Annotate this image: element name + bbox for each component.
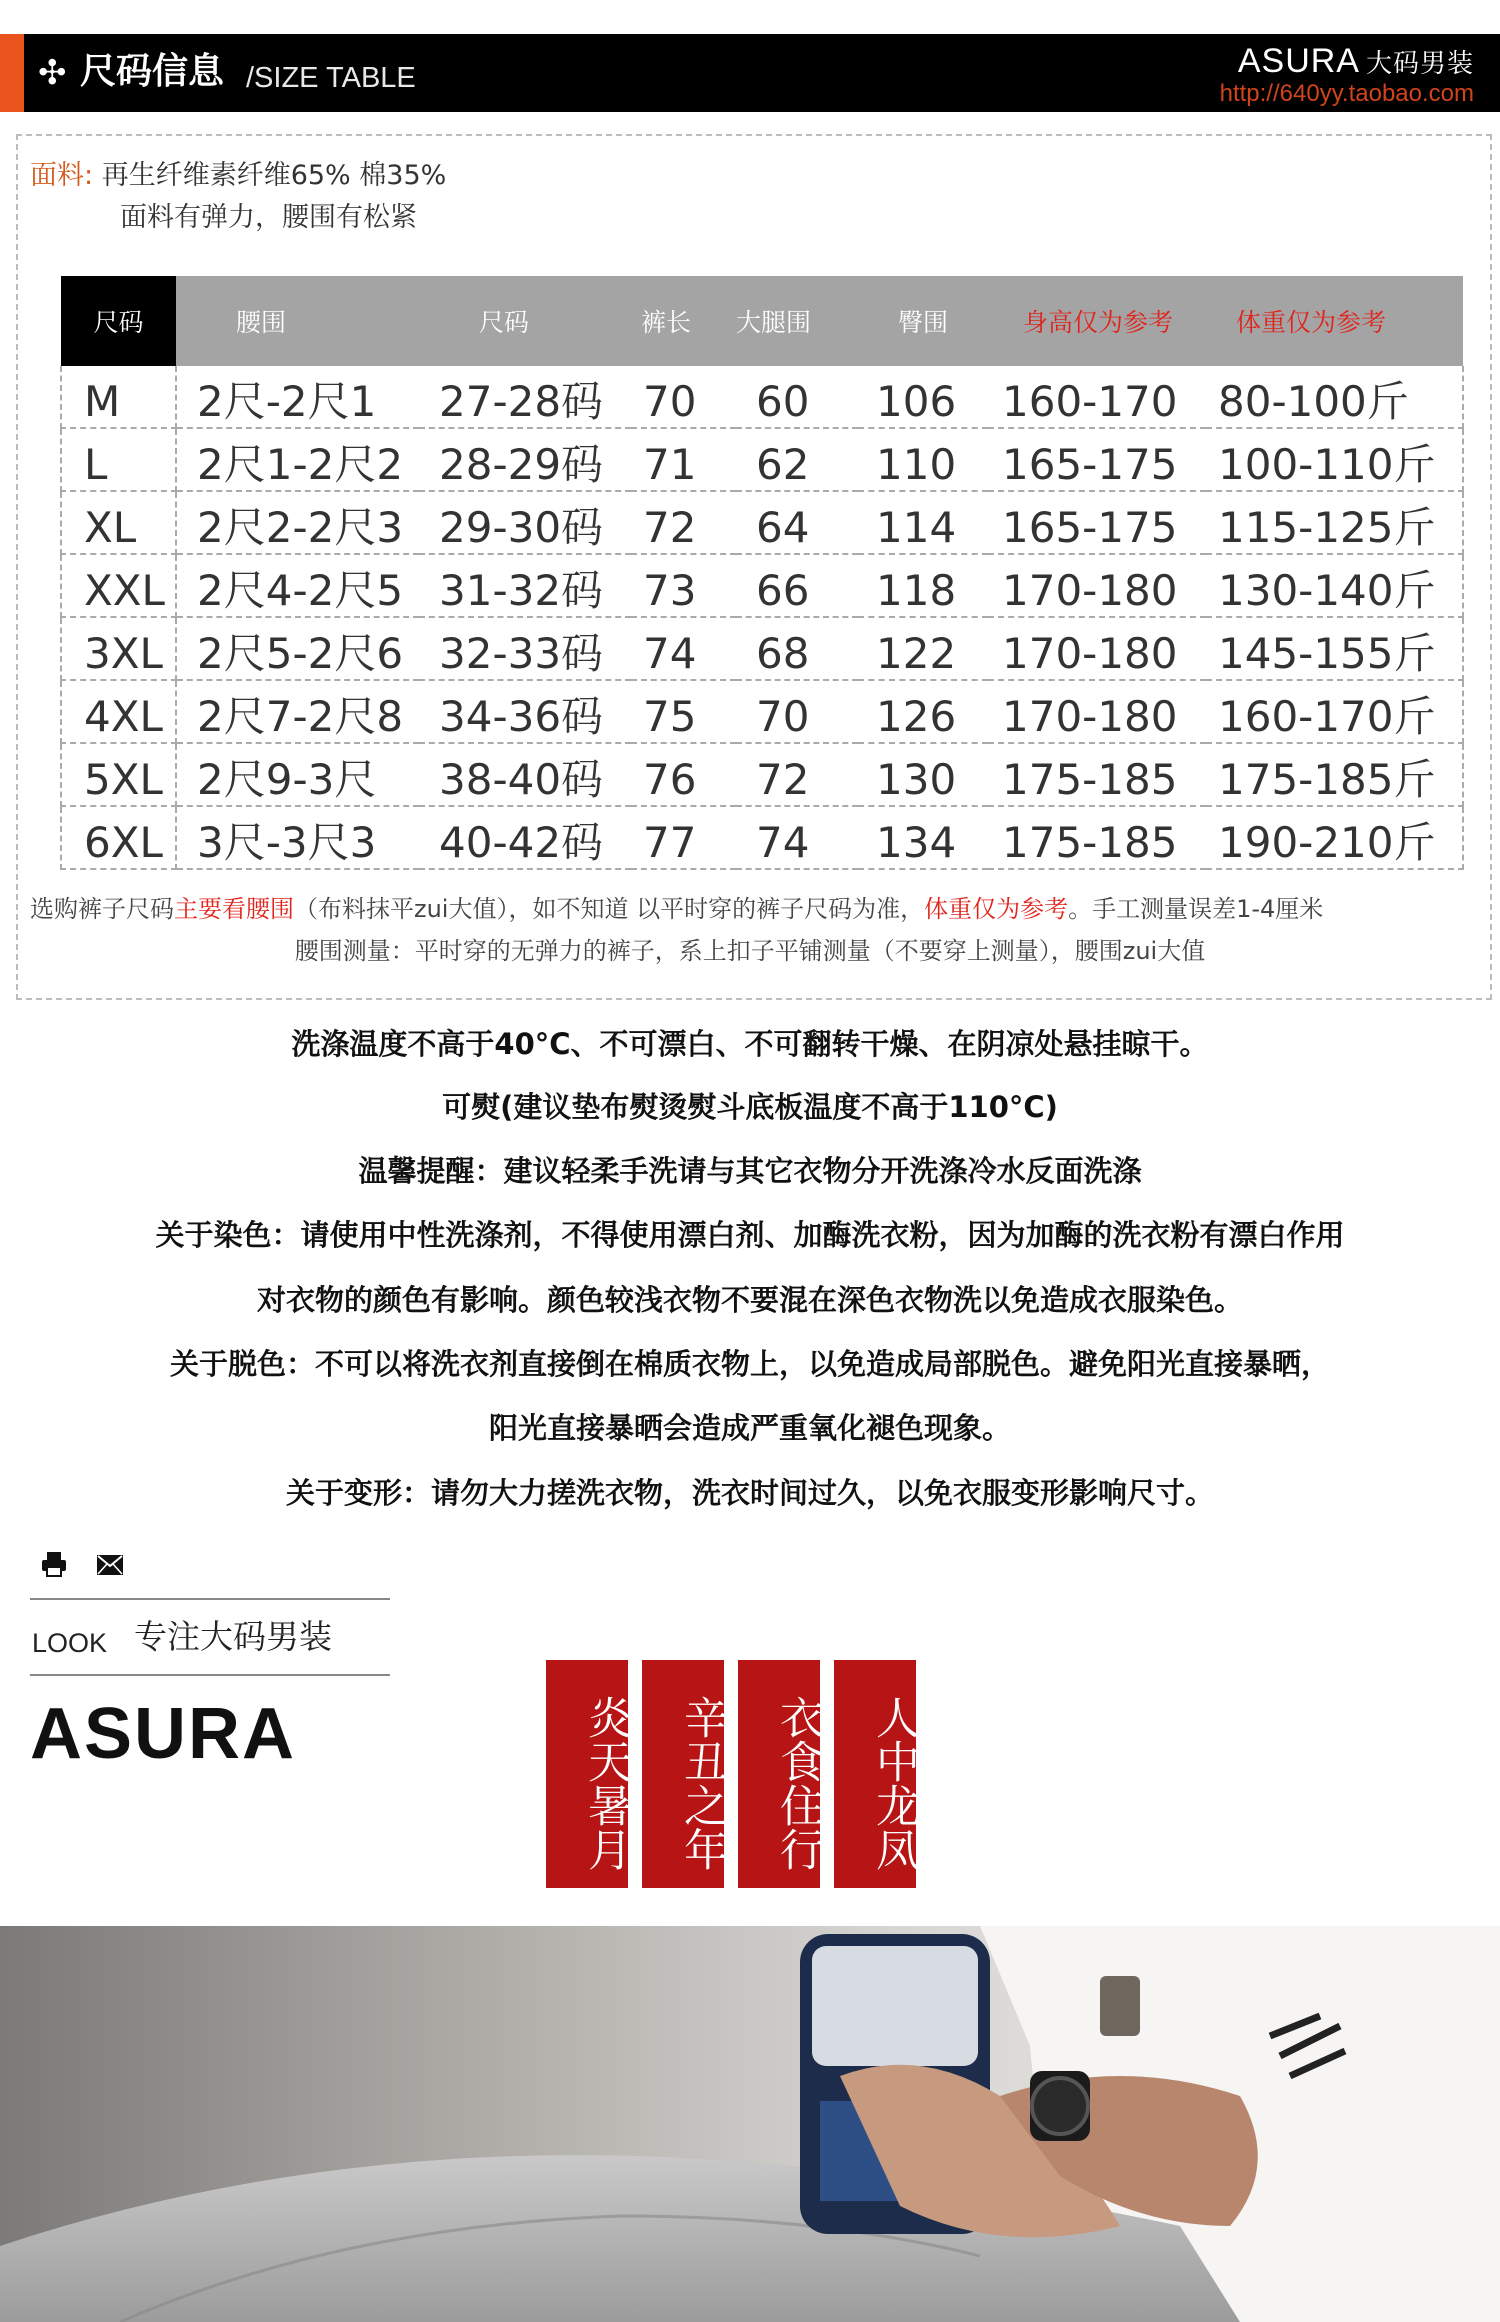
seal-stamp: 辛丑之年 [642, 1660, 724, 1888]
size-value-cell: 2尺1-2尺2 [176, 428, 419, 491]
size-value-cell: 76 [631, 743, 736, 806]
mail-icon[interactable] [96, 1554, 124, 1576]
care-line: 可熨(建议垫布熨烫熨斗底板温度不高于110°C) [442, 1090, 1058, 1124]
size-label-cell: XXL [61, 554, 176, 617]
size-value-cell: 31-32码 [419, 554, 631, 617]
care-line: 关于变形：请勿大力搓洗衣物，洗衣时间过久，以免衣服变形影响尺寸。 [285, 1476, 1214, 1510]
fabric-composition-text: 再生纤维素纤维65% 棉35% [101, 160, 447, 191]
size-value-cell: 160-170斤 [1206, 680, 1463, 743]
care-line: 对衣物的颜色有影响。颜色较浅衣物不要混在深色衣物洗以免造成衣服染色。 [256, 1283, 1243, 1317]
size-value-cell: 3尺-3尺3 [176, 806, 419, 869]
size-value-cell: 170-180 [988, 680, 1206, 743]
look-label: LOOK [32, 1628, 108, 1658]
size-value-cell: 190-210斤 [1206, 806, 1463, 869]
header-brand-name: ASURA [1237, 42, 1360, 80]
seal-stamps [546, 1660, 922, 1888]
brand-slogan: 专注大码男装 [134, 1617, 332, 1656]
size-value-cell: 160-170 [988, 366, 1206, 428]
size-value-cell: 71 [631, 428, 736, 491]
size-row [61, 617, 1463, 680]
header-accent-stripe [0, 34, 24, 112]
compass-cross-icon: ✣ [38, 53, 67, 93]
size-value-cell: 130-140斤 [1206, 554, 1463, 617]
header-title: 尺码信息 [80, 51, 225, 92]
note-text: 。手工测量误差1-4厘米 [1068, 895, 1324, 923]
size-value-cell: 2尺5-2尺6 [176, 617, 419, 680]
column-header: 尺码 [61, 276, 176, 366]
size-value-cell: 114 [858, 491, 988, 554]
size-value-cell: 40-42码 [419, 806, 631, 869]
fabric-label: 面料: [30, 160, 94, 191]
size-chart-table [60, 276, 1464, 870]
size-value-cell: 118 [858, 554, 988, 617]
size-label-cell: L [61, 428, 176, 491]
size-table-header-bar [0, 34, 1500, 112]
size-value-cell: 62 [736, 428, 858, 491]
print-icon[interactable] [40, 1550, 68, 1578]
size-selection-note [30, 892, 1323, 926]
size-value-cell: 130 [858, 743, 988, 806]
column-header: 身高仅为参考 [988, 276, 1206, 366]
size-value-cell: 115-125斤 [1206, 491, 1463, 554]
size-value-cell: 2尺2-2尺3 [176, 491, 419, 554]
size-value-cell: 175-185斤 [1206, 743, 1463, 806]
product-photo [0, 1926, 1500, 2322]
size-value-cell: 2尺7-2尺8 [176, 680, 419, 743]
size-label-cell: 3XL [61, 617, 176, 680]
note-highlight: 体重仅为参考 [924, 895, 1069, 923]
divider [30, 1674, 390, 1676]
size-value-cell: 126 [858, 680, 988, 743]
seal-stamp: 衣食住行 [738, 1660, 820, 1888]
size-row [61, 491, 1463, 554]
waist-measure-note: 腰围测量：平时穿的无弹力的裤子，系上扣子平铺测量（不要穿上测量），腰围zui大值 [294, 937, 1206, 965]
shop-url-link[interactable]: http://640yy.taobao.com [1219, 80, 1474, 107]
size-row [61, 554, 1463, 617]
size-value-cell: 134 [858, 806, 988, 869]
size-value-cell: 2尺9-3尺 [176, 743, 419, 806]
size-value-cell: 122 [858, 617, 988, 680]
size-value-cell: 75 [631, 680, 736, 743]
size-value-cell: 175-185 [988, 806, 1206, 869]
fabric-composition [30, 156, 446, 196]
column-header: 体重仅为参考 [1206, 276, 1463, 366]
size-label-cell: XL [61, 491, 176, 554]
size-value-cell: 77 [631, 806, 736, 869]
size-value-cell: 27-28码 [419, 366, 631, 428]
header-brand [1238, 42, 1474, 83]
note-text: 选购裤子尺码 [30, 895, 174, 923]
size-value-cell: 100-110斤 [1206, 428, 1463, 491]
size-value-cell: 73 [631, 554, 736, 617]
size-value-cell: 80-100斤 [1206, 366, 1463, 428]
size-value-cell: 66 [736, 554, 858, 617]
size-value-cell: 28-29码 [419, 428, 631, 491]
note-text: （布料抹平zui大值），如不知道 以平时穿的裤子尺码为准， [294, 895, 925, 923]
size-value-cell: 34-36码 [419, 680, 631, 743]
column-header: 大腿围 [736, 276, 858, 366]
size-value-cell: 165-175 [988, 491, 1206, 554]
fabric-note: 面料有弹力，腰围有松紧 [120, 202, 417, 233]
header-brand-cn: 大码男装 [1365, 49, 1474, 79]
size-value-cell: 38-40码 [419, 743, 631, 806]
column-header: 裤长 [631, 276, 736, 366]
size-chart-header-row [61, 276, 1463, 366]
size-value-cell: 170-180 [988, 617, 1206, 680]
size-value-cell: 175-185 [988, 743, 1206, 806]
size-value-cell: 2尺-2尺1 [176, 366, 419, 428]
size-value-cell: 145-155斤 [1206, 617, 1463, 680]
divider [30, 1598, 390, 1600]
size-value-cell: 2尺4-2尺5 [176, 554, 419, 617]
size-value-cell: 74 [736, 806, 858, 869]
size-row [61, 366, 1463, 428]
size-value-cell: 110 [858, 428, 988, 491]
size-label-cell: 5XL [61, 743, 176, 806]
size-value-cell: 68 [736, 617, 858, 680]
size-row [61, 428, 1463, 491]
header-subtitle: /SIZE TABLE [246, 62, 416, 94]
size-value-cell: 72 [631, 491, 736, 554]
seal-stamp: 人中龙凤 [834, 1660, 916, 1888]
note-highlight: 主要看腰围 [174, 895, 294, 923]
column-header: 尺码 [419, 276, 631, 366]
size-row [61, 806, 1463, 869]
size-label-cell: M [61, 366, 176, 428]
brand-logo: ASURA [30, 1694, 297, 1774]
size-value-cell: 74 [631, 617, 736, 680]
size-value-cell: 60 [736, 366, 858, 428]
care-line: 关于脱色：不可以将洗衣剂直接倒在棉质衣物上，以免造成局部脱色。避免阳光直接暴晒， [169, 1347, 1330, 1381]
care-line: 温馨提醒：建议轻柔手洗请与其它衣物分开洗涤冷水反面洗涤 [358, 1154, 1142, 1188]
size-row [61, 680, 1463, 743]
size-label-cell: 4XL [61, 680, 176, 743]
size-value-cell: 165-175 [988, 428, 1206, 491]
size-value-cell: 170-180 [988, 554, 1206, 617]
size-value-cell: 64 [736, 491, 858, 554]
size-value-cell: 106 [858, 366, 988, 428]
size-value-cell: 72 [736, 743, 858, 806]
size-label-cell: 6XL [61, 806, 176, 869]
size-value-cell: 70 [736, 680, 858, 743]
care-line: 洗涤温度不高于40°C、不可漂白、不可翻转干燥、在阴凉处悬挂晾干。 [291, 1027, 1209, 1061]
size-value-cell: 32-33码 [419, 617, 631, 680]
care-line: 关于染色：请使用中性洗涤剂，不得使用漂白剂、加酶洗衣粉，因为加酶的洗衣粉有漂白作用 [155, 1218, 1345, 1252]
size-value-cell: 70 [631, 366, 736, 428]
size-row [61, 743, 1463, 806]
size-value-cell: 29-30码 [419, 491, 631, 554]
care-line: 阳光直接暴晒会造成严重氧化褪色现象。 [488, 1411, 1011, 1445]
column-header: 腰围 [176, 276, 419, 366]
seal-stamp: 炎天暑月 [546, 1660, 628, 1888]
column-header: 臀围 [858, 276, 988, 366]
